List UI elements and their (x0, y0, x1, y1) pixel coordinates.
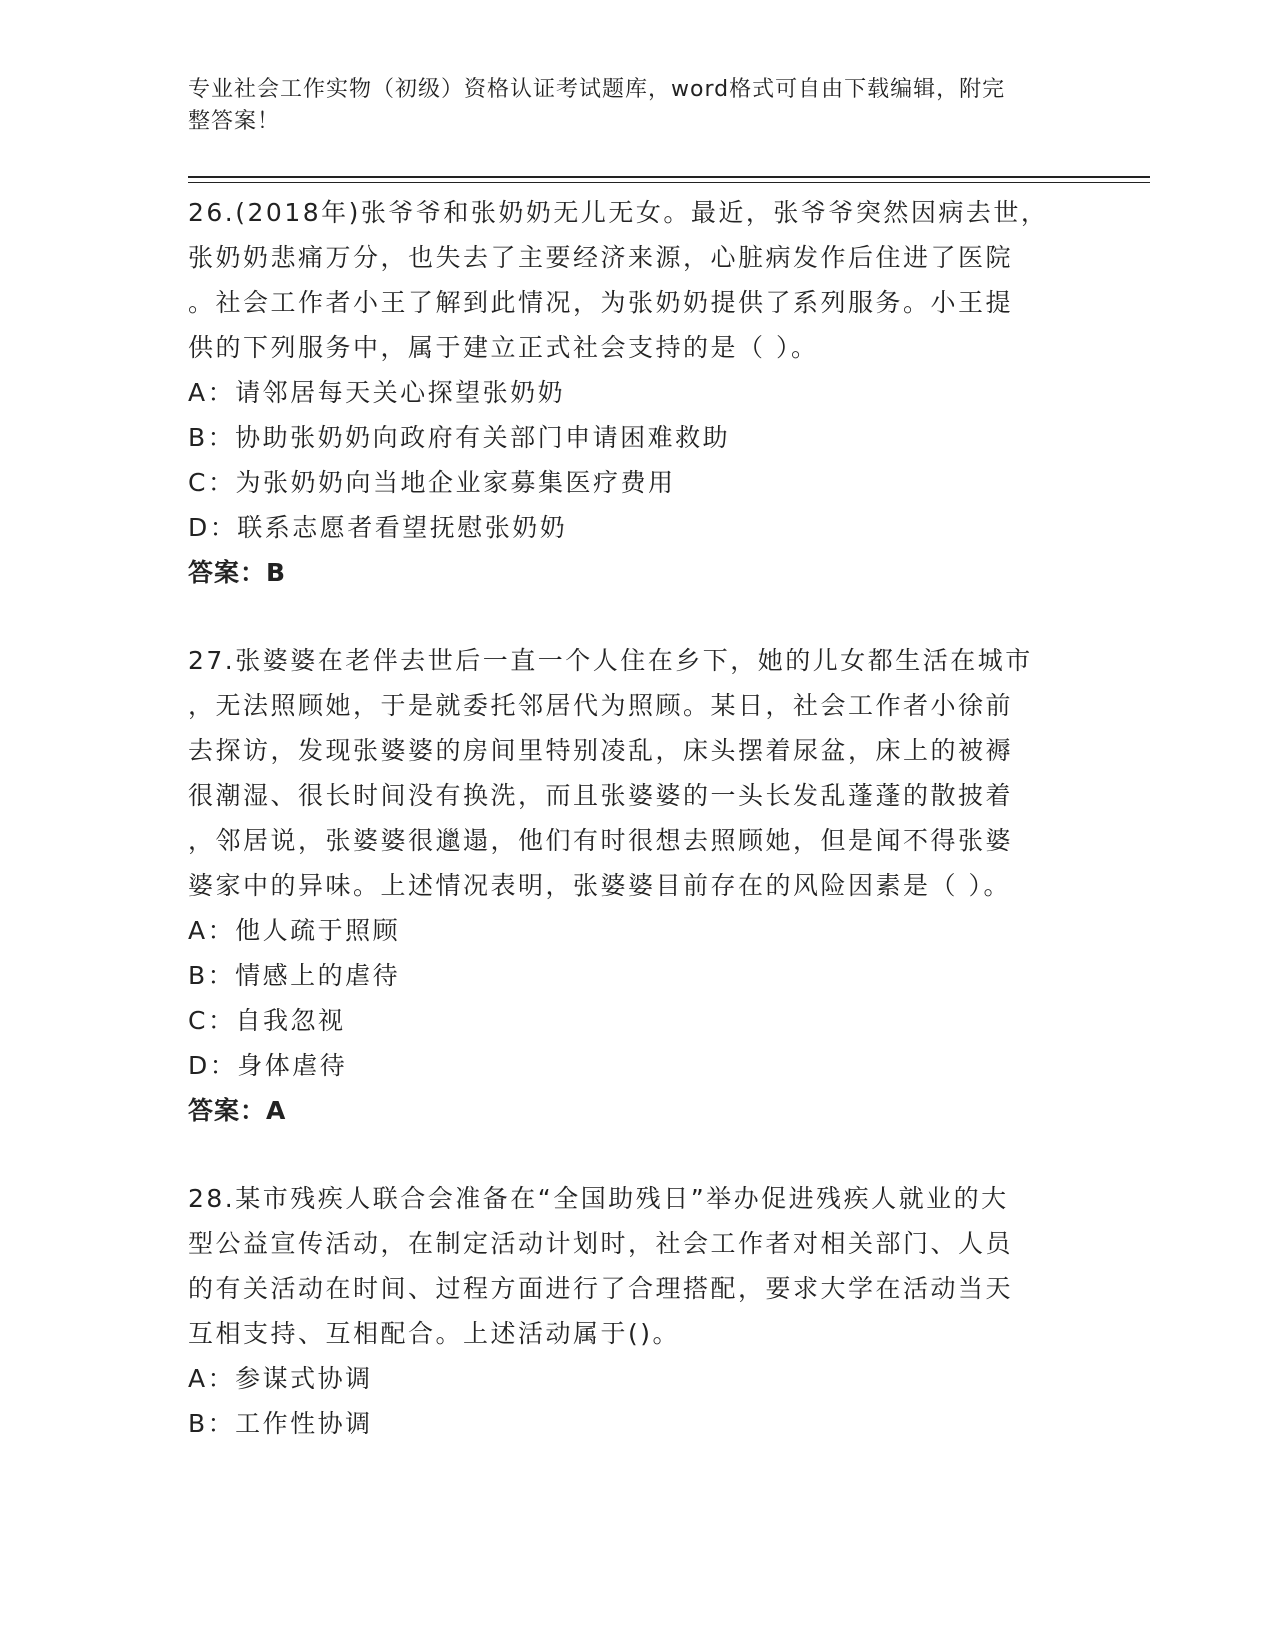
header-rule-thick (188, 176, 1150, 178)
question-28 (188, 1176, 1078, 1446)
stem-line: 27.张婆婆在老伴去世后一直一个人住在乡下，她的儿女都生活在城市 (188, 646, 1033, 675)
stem-line: 去探访，发现张婆婆的房间里特别凌乱，床头摆着尿盆，床上的被褥 (188, 736, 1014, 765)
stem-line: 供的下列服务中，属于建立正式社会支持的是（ ）。 (188, 333, 819, 362)
stem-line: 很潮湿、很长时间没有换洗，而且张婆婆的一头长发乱蓬蓬的散披着 (188, 781, 1014, 810)
option-b: B：工作性协调 (188, 1409, 373, 1438)
option-c: C：为张奶奶向当地企业家募集医疗费用 (188, 468, 676, 497)
question-list (188, 190, 1078, 1489)
question-27 (188, 638, 1078, 1133)
stem-line: 。社会工作者小王了解到此情况，为张奶奶提供了系列服务。小王提 (188, 288, 1014, 317)
document-header (188, 74, 1068, 138)
stem-line: 婆家中的异味。上述情况表明，张婆婆目前存在的风险因素是（ ）。 (188, 871, 1011, 900)
header-line-2: 整答案！ (188, 109, 281, 134)
stem-line: 26.(2018年)张爷爷和张奶奶无儿无女。最近，张爷爷突然因病去世， (188, 198, 1049, 227)
option-d: D：联系志愿者看望抚慰张奶奶 (188, 513, 568, 542)
stem-line: 28.某市残疾人联合会准备在“全国助残日”举办促进残疾人就业的大 (188, 1184, 1009, 1213)
answer: 答案：A (188, 1096, 287, 1125)
stem-line: 张奶奶悲痛万分，也失去了主要经济来源，心脏病发作后住进了医院 (188, 243, 1014, 272)
option-d: D：身体虐待 (188, 1051, 348, 1080)
question-26 (188, 190, 1078, 595)
stem-line: ，邻居说，张婆婆很邋遢，他们有时很想去照顾她，但是闻不得张婆 (188, 826, 1014, 855)
option-a: A：参谋式协调 (188, 1364, 373, 1393)
option-b: B：协助张奶奶向政府有关部门申请困难救助 (188, 423, 731, 452)
question-stem (188, 638, 1078, 908)
question-stem (188, 190, 1078, 370)
header-rule-thin (188, 182, 1150, 183)
stem-line: 型公益宣传活动，在制定活动计划时，社会工作者对相关部门、人员 (188, 1229, 1014, 1258)
option-a: A：他人疏于照顾 (188, 916, 401, 945)
option-c: C：自我忽视 (188, 1006, 346, 1035)
option-a: A：请邻居每天关心探望张奶奶 (188, 378, 566, 407)
header-line-1: 专业社会工作实物（初级）资格认证考试题库，word格式可自由下载编辑，附完 (188, 77, 1006, 102)
option-b: B：情感上的虐待 (188, 961, 401, 990)
stem-line: 的有关活动在时间、过程方面进行了合理搭配，要求大学在活动当天 (188, 1274, 1014, 1303)
stem-line: 互相支持、互相配合。上述活动属于()。 (188, 1319, 681, 1348)
answer: 答案：B (188, 558, 287, 587)
question-stem (188, 1176, 1078, 1356)
stem-line: ，无法照顾她，于是就委托邻居代为照顾。某日，社会工作者小徐前 (188, 691, 1014, 720)
